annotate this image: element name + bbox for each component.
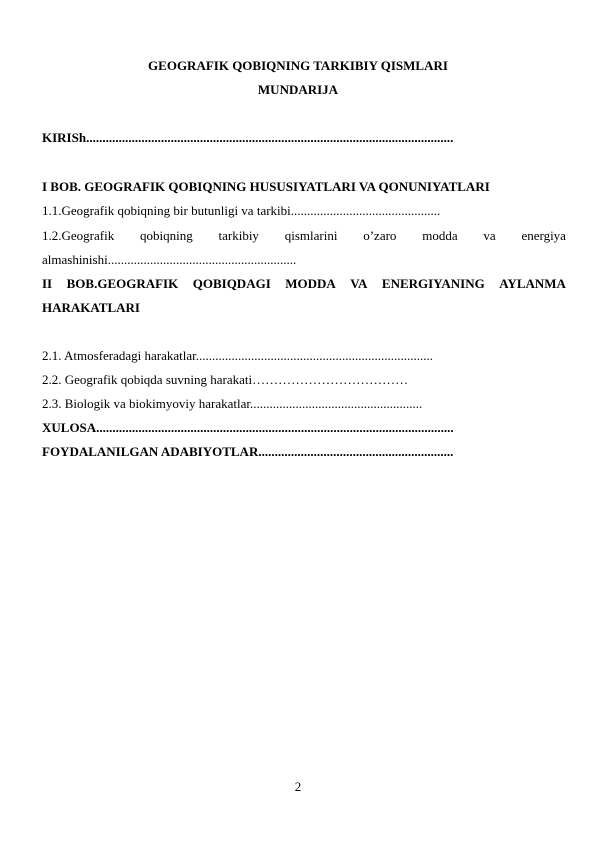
toc-word: qismlarini	[284, 228, 338, 243]
toc-entry-section-1-1: 1.1.Geografik qobiqning bir butunligi va tarkibi..............................................	[42, 203, 441, 218]
toc-word: MODDA	[285, 276, 336, 291]
toc-word: modda	[422, 228, 458, 243]
toc-chapter2-heading	[42, 276, 566, 292]
toc-word: tarkibiy	[218, 228, 259, 243]
toc-entry-references: FOYDALANILGAN ADABIYOTLAR............................................................	[42, 444, 454, 459]
toc-entry-section-2-2: 2.2. Geografik qobiqda suvning harakati………………………………	[42, 372, 409, 387]
toc-word: energiya	[521, 228, 566, 243]
toc-word: QOBIQDAGI	[192, 276, 271, 291]
toc-chapter1-heading: I BOB. GEOGRAFIK QOBIQNING HUSUSIYATLARI VA QONUNIYATLARI	[42, 179, 490, 194]
toc-word: II	[42, 276, 53, 291]
toc-word: o’zaro	[363, 228, 397, 243]
toc-entry-section-2-1: 2.1. Atmosferadagi harakatlar.........................................................................	[42, 348, 434, 363]
toc-chapter2-heading-continued: HARAKATLARI	[42, 300, 140, 315]
toc-entry-section-2-3: 2.3. Biologik va biokimyoviy harakatlar.....................................................	[42, 396, 423, 411]
toc-word: va	[483, 228, 496, 243]
toc-word: ENERGIYANING	[381, 276, 485, 291]
toc-word: AYLANMA	[499, 276, 566, 291]
document-title: GEOGRAFIK QOBIQNING TARKIBIY QISMLARI	[148, 58, 448, 73]
toc-entry-intro: KIRISh.................................................................................................................	[42, 130, 454, 145]
toc-word: 1.2.Geografik	[42, 228, 115, 243]
toc-word: VA	[350, 276, 368, 291]
toc-entry-conclusion: XULOSA..............................................................................................................	[42, 420, 454, 435]
contents-heading: MUNDARIJA	[257, 82, 339, 97]
toc-word: BOB.GEOGRAFIK	[66, 276, 179, 291]
toc-entry-section-1-2	[42, 228, 566, 244]
toc-entry-section-1-2-continued: almashinishi..........................................................	[42, 252, 297, 267]
toc-word: qobiqning	[139, 228, 193, 243]
page-number: 2	[294, 779, 302, 794]
